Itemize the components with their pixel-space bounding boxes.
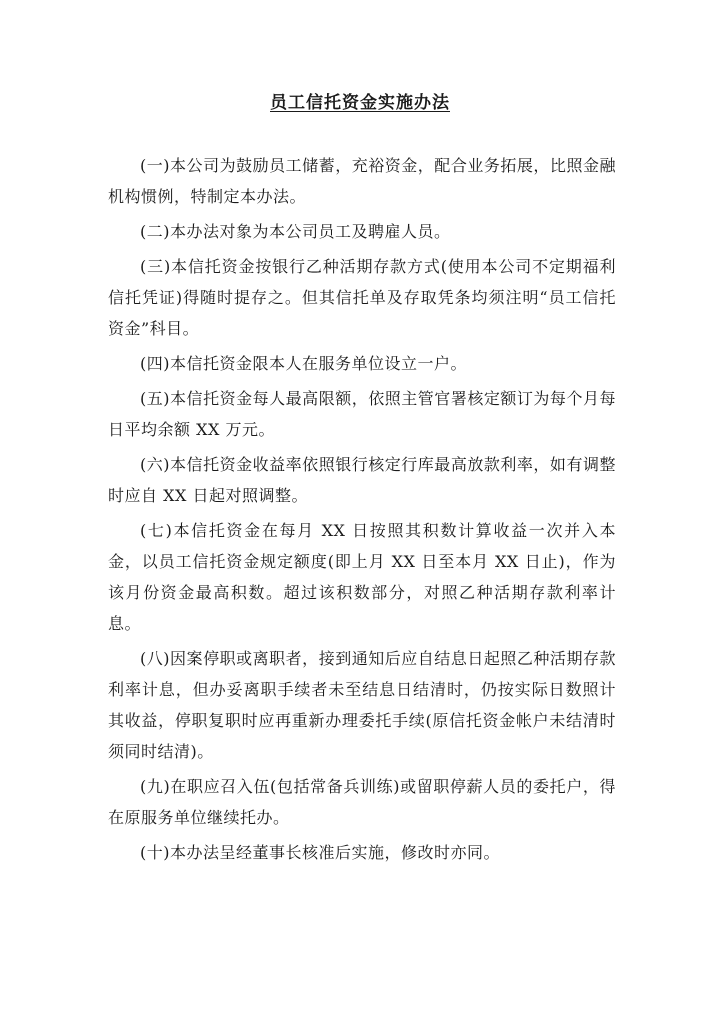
document-body — [108, 150, 616, 872]
paragraph-8: (八)因案停职或离职者，接到通知后应自结息日起照乙种活期存款利率计息，但办妥离职手续者未至结息日结清时，仍按实际日数照计其收益，停职复职时应再重新办理委托手续(原信托资金帐户未结清时须同时结清)。 — [108, 649, 616, 761]
paragraph-2: (二)本办法对象为本公司员工及聘雇人员。 — [140, 222, 451, 241]
paragraph-5: (五)本信托资金每人最高限额，依照主管官署核定额订为每个月每日平均余额 XX 万元。 — [108, 389, 616, 439]
document-title-text: 员工信托资金实施办法 — [270, 93, 450, 113]
paragraph-6: (六)本信托资金收益率依照银行核定行库最高放款利率，如有调整时应自 XX 日起对照调整。 — [108, 455, 616, 505]
paragraph-1: (一)本公司为鼓励员工储蓄，充裕资金，配合业务拓展，比照金融机构惯例，特制定本办法。 — [108, 156, 616, 206]
paragraph-3: (三)本信托资金按银行乙种活期存款方式(使用本公司不定期福利信托凭证)得随时提存之。但其信托单及存取凭条均须注明“员工信托资金”科目。 — [108, 257, 616, 338]
document-title — [0, 88, 720, 113]
paragraph-10: (十)本办法呈经董事长核准后实施，修改时亦同。 — [140, 843, 500, 862]
paragraph-7: (七)本信托资金在每月 XX 日按照其积数计算收益一次并入本金，以员工信托资金规定额度(即上月 XX 日至本月 XX 日止)，作为该月份资金最高积数。超过该积数部分，对照乙种活期存款利率计息。 — [108, 521, 616, 633]
paragraph-4: (四)本信托资金限本人在服务单位设立一户。 — [140, 354, 467, 373]
paragraph-9: (九)在职应召入伍(包括常备兵训练)或留职停薪人员的委托户，得在原服务单位继续托办。 — [108, 777, 616, 827]
